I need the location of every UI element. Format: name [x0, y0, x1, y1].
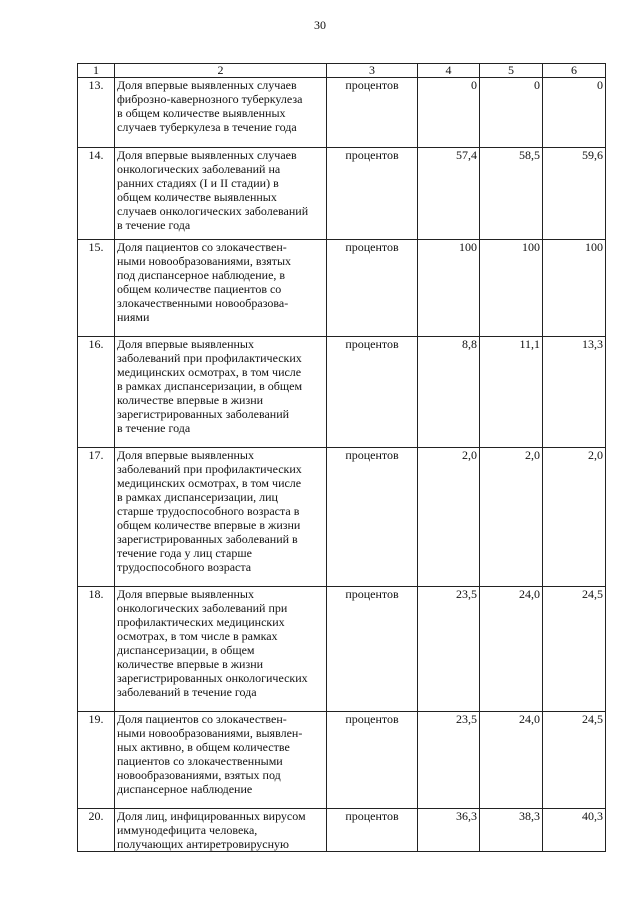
page-number: 30	[314, 18, 326, 32]
value-year-2: 0	[480, 78, 543, 148]
header-cell: 2	[115, 64, 327, 78]
indicators-table	[77, 63, 606, 852]
description-line: количестве впервые в жизни	[117, 657, 264, 671]
value-year-2: 24,0	[480, 587, 543, 712]
description-line: злокачественными новообразова-	[117, 296, 289, 310]
description-line: ранних стадиях (I и II стадии) в	[117, 176, 279, 190]
description-line: общем количестве выявленных	[117, 190, 277, 204]
value-year-2: 38,3	[480, 809, 543, 852]
description-line: Доля пациентов со злокачествен-	[117, 240, 287, 254]
description-line: получающих антиретровирусную	[117, 837, 290, 851]
unit-cell: процентов	[327, 78, 418, 148]
value-year-3: 40,3	[543, 809, 606, 852]
description-line: фиброзно-кавернозного туберкулеза	[117, 92, 303, 106]
row-number: 16.	[78, 337, 115, 448]
description-line: под диспансерное наблюдение, в	[117, 268, 286, 282]
description-line: пациентов со злокачественными	[117, 754, 283, 768]
description-line: в течение года	[117, 421, 191, 435]
value-year-1: 2,0	[418, 448, 480, 587]
description-line: случаев туберкулеза в течение года	[117, 120, 297, 134]
table-header-row	[78, 64, 606, 78]
description-line: медицинских осмотрах, в том числе	[117, 365, 302, 379]
description-line: в общем количестве выявленных	[117, 106, 286, 120]
indicator-description	[115, 587, 327, 712]
value-year-2: 24,0	[480, 712, 543, 809]
table-row	[78, 78, 606, 148]
description-line: общем количестве впервые в жизни	[117, 518, 301, 532]
value-year-3: 59,6	[543, 148, 606, 240]
header-cell: 1	[78, 64, 115, 78]
value-year-2: 2,0	[480, 448, 543, 587]
value-year-1: 57,4	[418, 148, 480, 240]
row-number: 13.	[78, 78, 115, 148]
value-year-1: 23,5	[418, 712, 480, 809]
description-line: Доля пациентов со злокачествен-	[117, 712, 287, 726]
value-year-1: 36,3	[418, 809, 480, 852]
description-line: Доля впервые выявленных	[117, 337, 254, 351]
description-line: в рамках диспансеризации, лиц	[117, 490, 278, 504]
row-number: 18.	[78, 587, 115, 712]
description-line: диспансеризации, в общем	[117, 643, 255, 657]
value-year-2: 100	[480, 240, 543, 337]
description-line: заболеваний при профилактических	[117, 462, 302, 476]
value-year-3: 2,0	[543, 448, 606, 587]
description-line: старше трудоспособного возраста в	[117, 504, 300, 518]
description-line: медицинских осмотрах, в том числе	[117, 476, 302, 490]
indicator-description	[115, 337, 327, 448]
description-line: осмотрах, в том числе в рамках	[117, 629, 278, 643]
description-line: онкологических заболеваний при	[117, 601, 288, 615]
table-row	[78, 448, 606, 587]
description-line: зарегистрированных заболеваний	[117, 407, 290, 421]
unit-cell: процентов	[327, 148, 418, 240]
description-line: ниями	[117, 310, 150, 324]
unit-cell: процентов	[327, 337, 418, 448]
indicator-description	[115, 148, 327, 240]
table-row	[78, 240, 606, 337]
value-year-1: 0	[418, 78, 480, 148]
description-line: Доля впервые выявленных случаев	[117, 148, 297, 162]
description-line: в рамках диспансеризации, в общем	[117, 379, 303, 393]
value-year-2: 58,5	[480, 148, 543, 240]
header-cell: 4	[418, 64, 480, 78]
unit-cell: процентов	[327, 240, 418, 337]
description-line: зарегистрированных заболеваний в	[117, 532, 298, 546]
description-line: заболеваний при профилактических	[117, 351, 302, 365]
value-year-3: 0	[543, 78, 606, 148]
unit-cell: процентов	[327, 809, 418, 852]
header-cell: 5	[480, 64, 543, 78]
description-line: Доля впервые выявленных случаев	[117, 78, 297, 92]
indicator-description	[115, 712, 327, 809]
description-line: Доля впервые выявленных	[117, 587, 254, 601]
table-row	[78, 809, 606, 852]
header-cell: 6	[543, 64, 606, 78]
description-line: зарегистрированных онкологических	[117, 671, 308, 685]
unit-cell: процентов	[327, 712, 418, 809]
header-cell: 3	[327, 64, 418, 78]
description-line: диспансерное наблюдение	[117, 782, 253, 796]
description-line: ными новообразованиями, взятых	[117, 254, 292, 268]
description-line: Доля лиц, инфицированных вирусом	[117, 809, 306, 823]
row-number: 19.	[78, 712, 115, 809]
description-line: заболеваний в течение года	[117, 685, 257, 699]
indicator-description	[115, 78, 327, 148]
description-line: в течение года	[117, 218, 191, 232]
value-year-1: 8,8	[418, 337, 480, 448]
description-line: течение года у лиц старше	[117, 546, 252, 560]
value-year-3: 100	[543, 240, 606, 337]
unit-cell: процентов	[327, 587, 418, 712]
description-line: новообразованиями, взятых под	[117, 768, 281, 782]
table-row	[78, 148, 606, 240]
indicator-description	[115, 240, 327, 337]
value-year-3: 24,5	[543, 712, 606, 809]
value-year-1: 23,5	[418, 587, 480, 712]
table-row	[78, 337, 606, 448]
description-line: онкологических заболеваний на	[117, 162, 281, 176]
description-line: ными новообразованиями, выявлен-	[117, 726, 303, 740]
description-line: Доля впервые выявленных	[117, 448, 254, 462]
row-number: 14.	[78, 148, 115, 240]
indicator-description	[115, 809, 327, 852]
table-row	[78, 587, 606, 712]
value-year-3: 24,5	[543, 587, 606, 712]
unit-cell: процентов	[327, 448, 418, 587]
description-line: случаев онкологических заболеваний	[117, 204, 309, 218]
row-number: 17.	[78, 448, 115, 587]
table-row	[78, 712, 606, 809]
value-year-3: 13,3	[543, 337, 606, 448]
description-line: иммунодефицита человека,	[117, 823, 258, 837]
row-number: 15.	[78, 240, 115, 337]
value-year-1: 100	[418, 240, 480, 337]
row-number: 20.	[78, 809, 115, 852]
description-line: трудоспособного возраста	[117, 560, 252, 574]
value-year-2: 11,1	[480, 337, 543, 448]
description-line: ных активно, в общем количестве	[117, 740, 290, 754]
description-line: количестве впервые в жизни	[117, 393, 264, 407]
description-line: профилактических медицинских	[117, 615, 285, 629]
description-line: общем количестве пациентов со	[117, 282, 282, 296]
indicator-description	[115, 448, 327, 587]
